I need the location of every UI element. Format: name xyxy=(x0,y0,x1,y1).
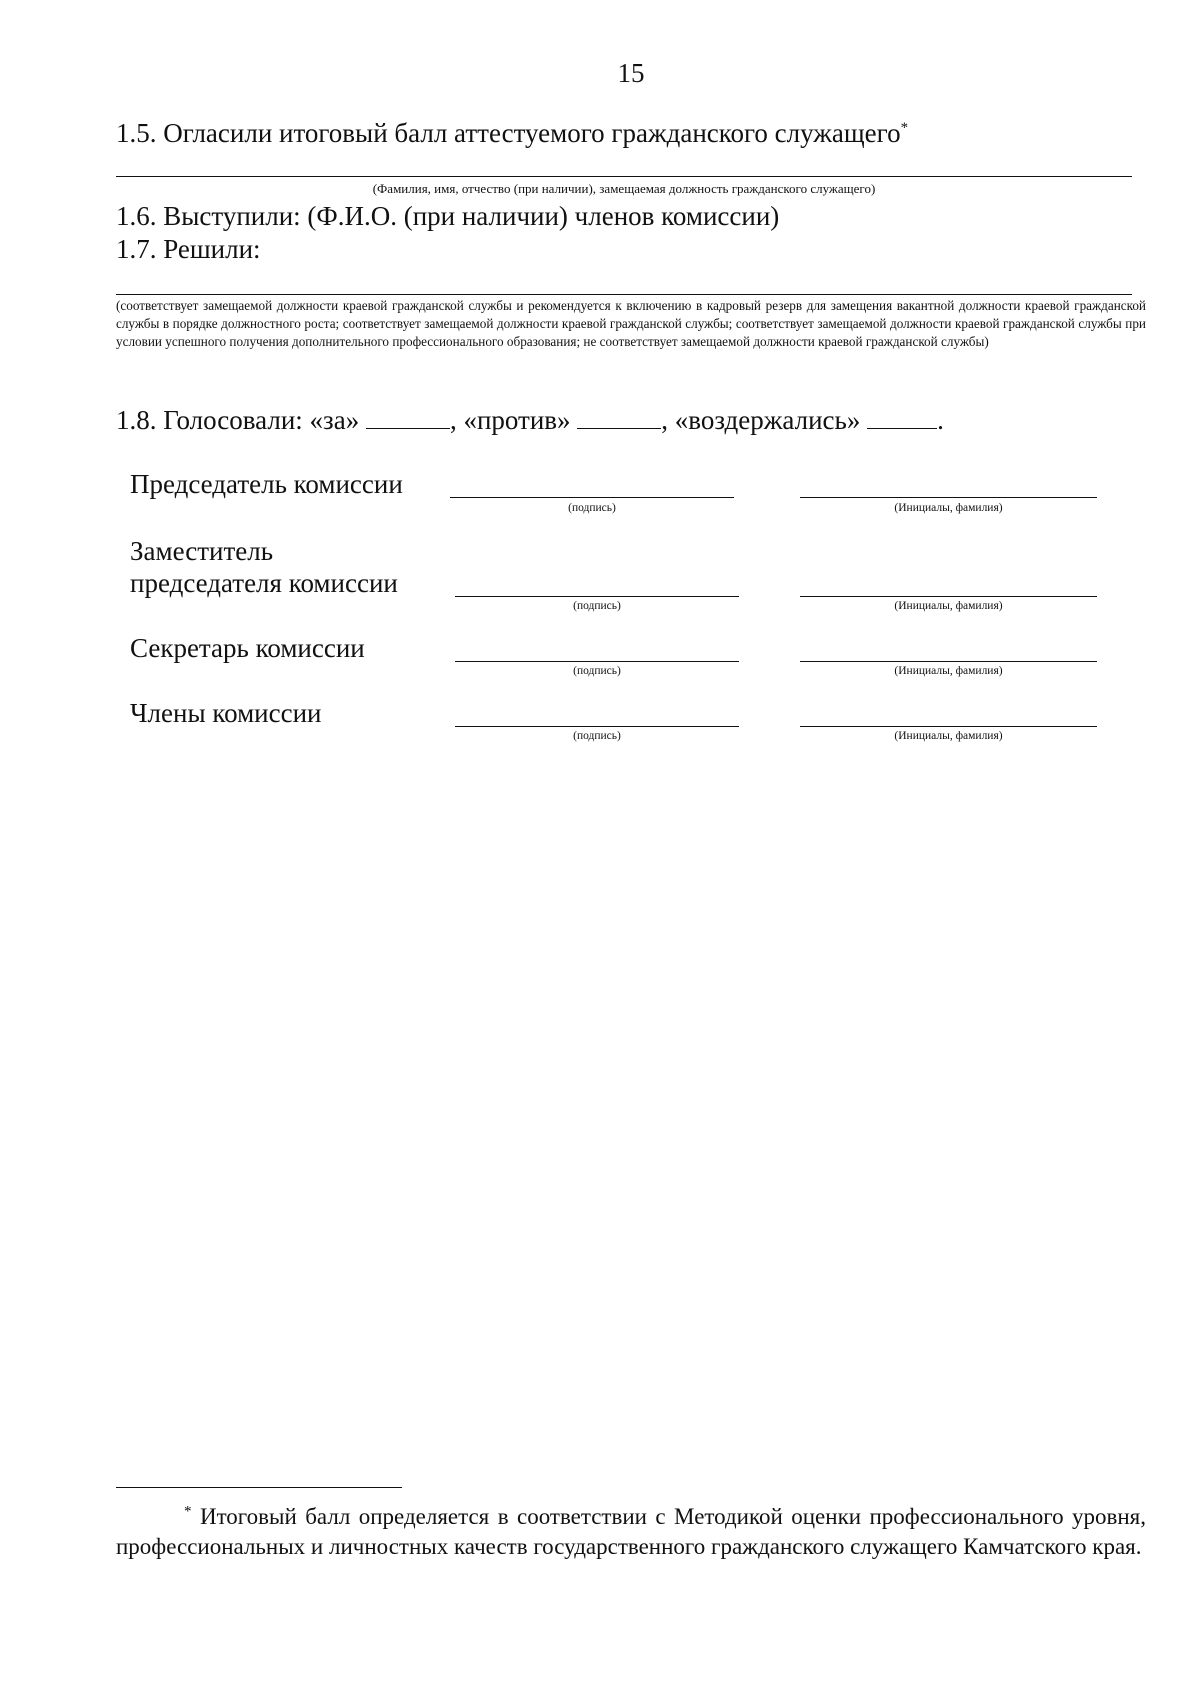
deputy-label-line2: председателя комиссии xyxy=(130,568,398,598)
footnote xyxy=(116,1502,1146,1562)
item-1-7: 1.7. Решили: xyxy=(116,234,261,264)
vote-for-blank xyxy=(366,404,450,429)
members-name-line xyxy=(800,726,1097,727)
vote-against-blank xyxy=(577,404,661,429)
name-position-line xyxy=(116,176,1132,177)
chairman-label: Председатель комиссии xyxy=(130,469,403,499)
vote-against-label: , «против» xyxy=(449,405,571,435)
page-number: 15 xyxy=(617,58,645,88)
vote-end: . xyxy=(937,405,944,435)
item-1-8 xyxy=(116,404,944,436)
deputy-signature-line xyxy=(455,596,739,597)
secretary-signature-line xyxy=(455,661,739,662)
members-signature-caption: (подпись) xyxy=(573,730,621,742)
chairman-signature-line xyxy=(450,497,734,498)
members-signature-line xyxy=(455,726,739,727)
chairman-signature-caption: (подпись) xyxy=(568,502,616,514)
deputy-signature-caption: (подпись) xyxy=(573,600,621,612)
members-name-caption: (Инициалы, фамилия) xyxy=(894,730,1003,742)
secretary-label: Секретарь комиссии xyxy=(130,633,365,663)
vote-for-label: 1.8. Голосовали: «за» xyxy=(116,405,360,435)
item-1-5-text: 1.5. Огласили итоговый балл аттестуемого гражданского служащего xyxy=(116,118,901,148)
members-label: Члены комиссии xyxy=(130,698,322,728)
chairman-name-caption: (Инициалы, фамилия) xyxy=(894,502,1003,514)
item-1-6: 1.6. Выступили: (Ф.И.О. (при наличии) членов комиссии) xyxy=(116,201,780,231)
vote-abstained-label: , «воздержались» xyxy=(661,405,861,435)
item-1-5 xyxy=(116,117,908,149)
vote-abstained-blank xyxy=(867,404,937,429)
chairman-name-line xyxy=(800,497,1097,498)
name-position-caption: (Фамилия, имя, отчество (при наличии), замещаемая должность гражданского служащего) xyxy=(372,181,876,196)
secretary-name-caption: (Инициалы, фамилия) xyxy=(894,665,1003,677)
footnote-text: Итоговый балл определяется в соответствии с Методикой оценки профессионального уровня, профессиональных и личностных качеств государственного гражданского служащего Камчатского края. xyxy=(116,1504,1147,1559)
footnote-separator xyxy=(116,1487,402,1488)
decision-line xyxy=(116,294,1132,295)
deputy-name-caption: (Инициалы, фамилия) xyxy=(894,600,1003,612)
secretary-signature-caption: (подпись) xyxy=(573,665,621,677)
deputy-name-line xyxy=(800,596,1097,597)
deputy-label-line1: Заместитель xyxy=(130,536,274,566)
footnote-marker: * xyxy=(900,120,909,136)
secretary-name-line xyxy=(800,661,1097,662)
decision-caption: (соответствует замещаемой должности краевой гражданской службы и рекомендуется к включению в кадровый резерв для замещения вакантной должности краевой гражданской службы в порядке должностного роста; соответствует замещаемой должности краевой гражданской службы; соответствует замещаемой должности краевой гражданской службы при условии успешного получения дополнительного профессионального образования; не соответствует замещаемой должности краевой гражданской службы) xyxy=(116,298,1146,349)
footnote-marker-bottom: * xyxy=(184,1503,192,1520)
